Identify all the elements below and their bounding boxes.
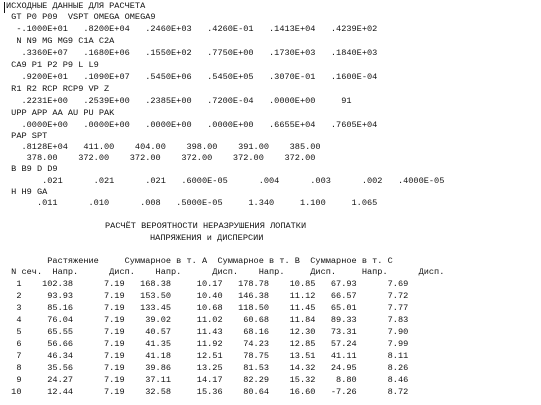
- table-row: 10 12.44 7.19 32.58 15.36 80.64 16.60 -7.26 8.72: [6, 387, 409, 397]
- table-row: 7 46.34 7.19 41.18 12.51 78.75 13.51 41.11 8.11: [6, 351, 409, 361]
- table-row: 8 35.56 7.19 39.86 13.25 81.53 14.32 24.95 8.26: [6, 363, 409, 373]
- table-row: 6 56.66 7.19 41.35 11.92 74.23 12.85 57.24 7.99: [6, 339, 409, 349]
- table-row: 9 24.27 7.19 37.11 14.17 82.29 15.32 8.80 8.46: [6, 375, 409, 385]
- param-names-row: CA9 P1 P2 P9 L L9: [6, 60, 99, 70]
- report-subtitle: НАПРЯЖЕНИЯ и ДИСПЕРСИИ: [150, 233, 264, 243]
- param-values-row: -.1000E+01 .8200E+04 .2460E+03 .4260E-01 .1413E+04 .4239E+02: [6, 24, 378, 34]
- param-values-row: .8128E+04 411.00 404.00 398.00 391.00 385.00: [6, 142, 321, 152]
- param-values-row: .0000E+00 .0000E+00 .0000E+00 .0000E+00 .6655E+04 .7605E+04: [6, 120, 378, 130]
- param-values-row: 378.00 372.00 372.00 372.00 372.00 372.00: [6, 153, 316, 163]
- report-title: РАСЧЁТ ВЕРОЯТНОСТИ НЕРАЗРУШЕНИЯ ЛОПАТКИ: [105, 221, 307, 231]
- param-values-row: .3360E+07 .1680E+06 .1550E+02 .7750E+00 .1730E+03 .1840E+03: [6, 48, 378, 58]
- param-names-row: GT P0 P09 VSPT OMEGA OMEGA9: [6, 12, 156, 22]
- param-values-row: .9200E+01 .1090E+07 .5450E+06 .5450E+05 .3070E-01 .1600E-04: [6, 72, 378, 82]
- table-row: 2 93.93 7.19 153.50 10.40 146.38 11.12 66.57 7.72: [6, 291, 409, 301]
- table-row: 3 85.16 7.19 133.45 10.68 118.50 11.45 65.01 7.77: [6, 303, 409, 313]
- param-names-row: R1 R2 RCP RCP9 VP Z: [6, 84, 110, 94]
- param-names-row: UPP APP AA AU PU PAK: [6, 108, 115, 118]
- param-values-row: .021 .021 .021 .6000E-05 .004 .003 .002 .4000E-05: [6, 176, 445, 186]
- table-row: 4 76.04 7.19 39.02 11.02 60.68 11.84 89.33 7.83: [6, 315, 409, 325]
- param-names-row: N N9 MG MG9 C1A C2A: [6, 36, 115, 46]
- input-heading: ИСХОДНЫЕ ДАННЫЕ ДЛЯ РАСЧЕТА: [6, 1, 146, 11]
- param-values-row: .011 .010 .008 .5000E-05 1.340 1.100 1.065: [6, 198, 378, 208]
- param-names-row: PAP SPT: [6, 131, 48, 141]
- table-header-columns: N сеч. Напр. Дисп. Напр. Дисп. Напр. Дисп. Напр. Дисп.: [6, 267, 445, 277]
- text-cursor: [4, 2, 5, 13]
- param-names-row: H H9 GA: [6, 187, 48, 197]
- table-header-groups: Растяжение Суммарное в т. А Суммарное в т. В Суммарное в т. С: [6, 256, 393, 266]
- table-row: 1 102.38 7.19 168.38 10.17 178.78 10.85 67.93 7.69: [6, 279, 409, 289]
- table-row: 5 65.55 7.19 40.57 11.43 68.16 12.30 73.31 7.90: [6, 327, 409, 337]
- param-names-row: B B9 D D9: [6, 164, 58, 174]
- param-values-row: .2231E+00 .2539E+00 .2385E+00 .7200E-04 .0000E+00 91: [6, 96, 352, 106]
